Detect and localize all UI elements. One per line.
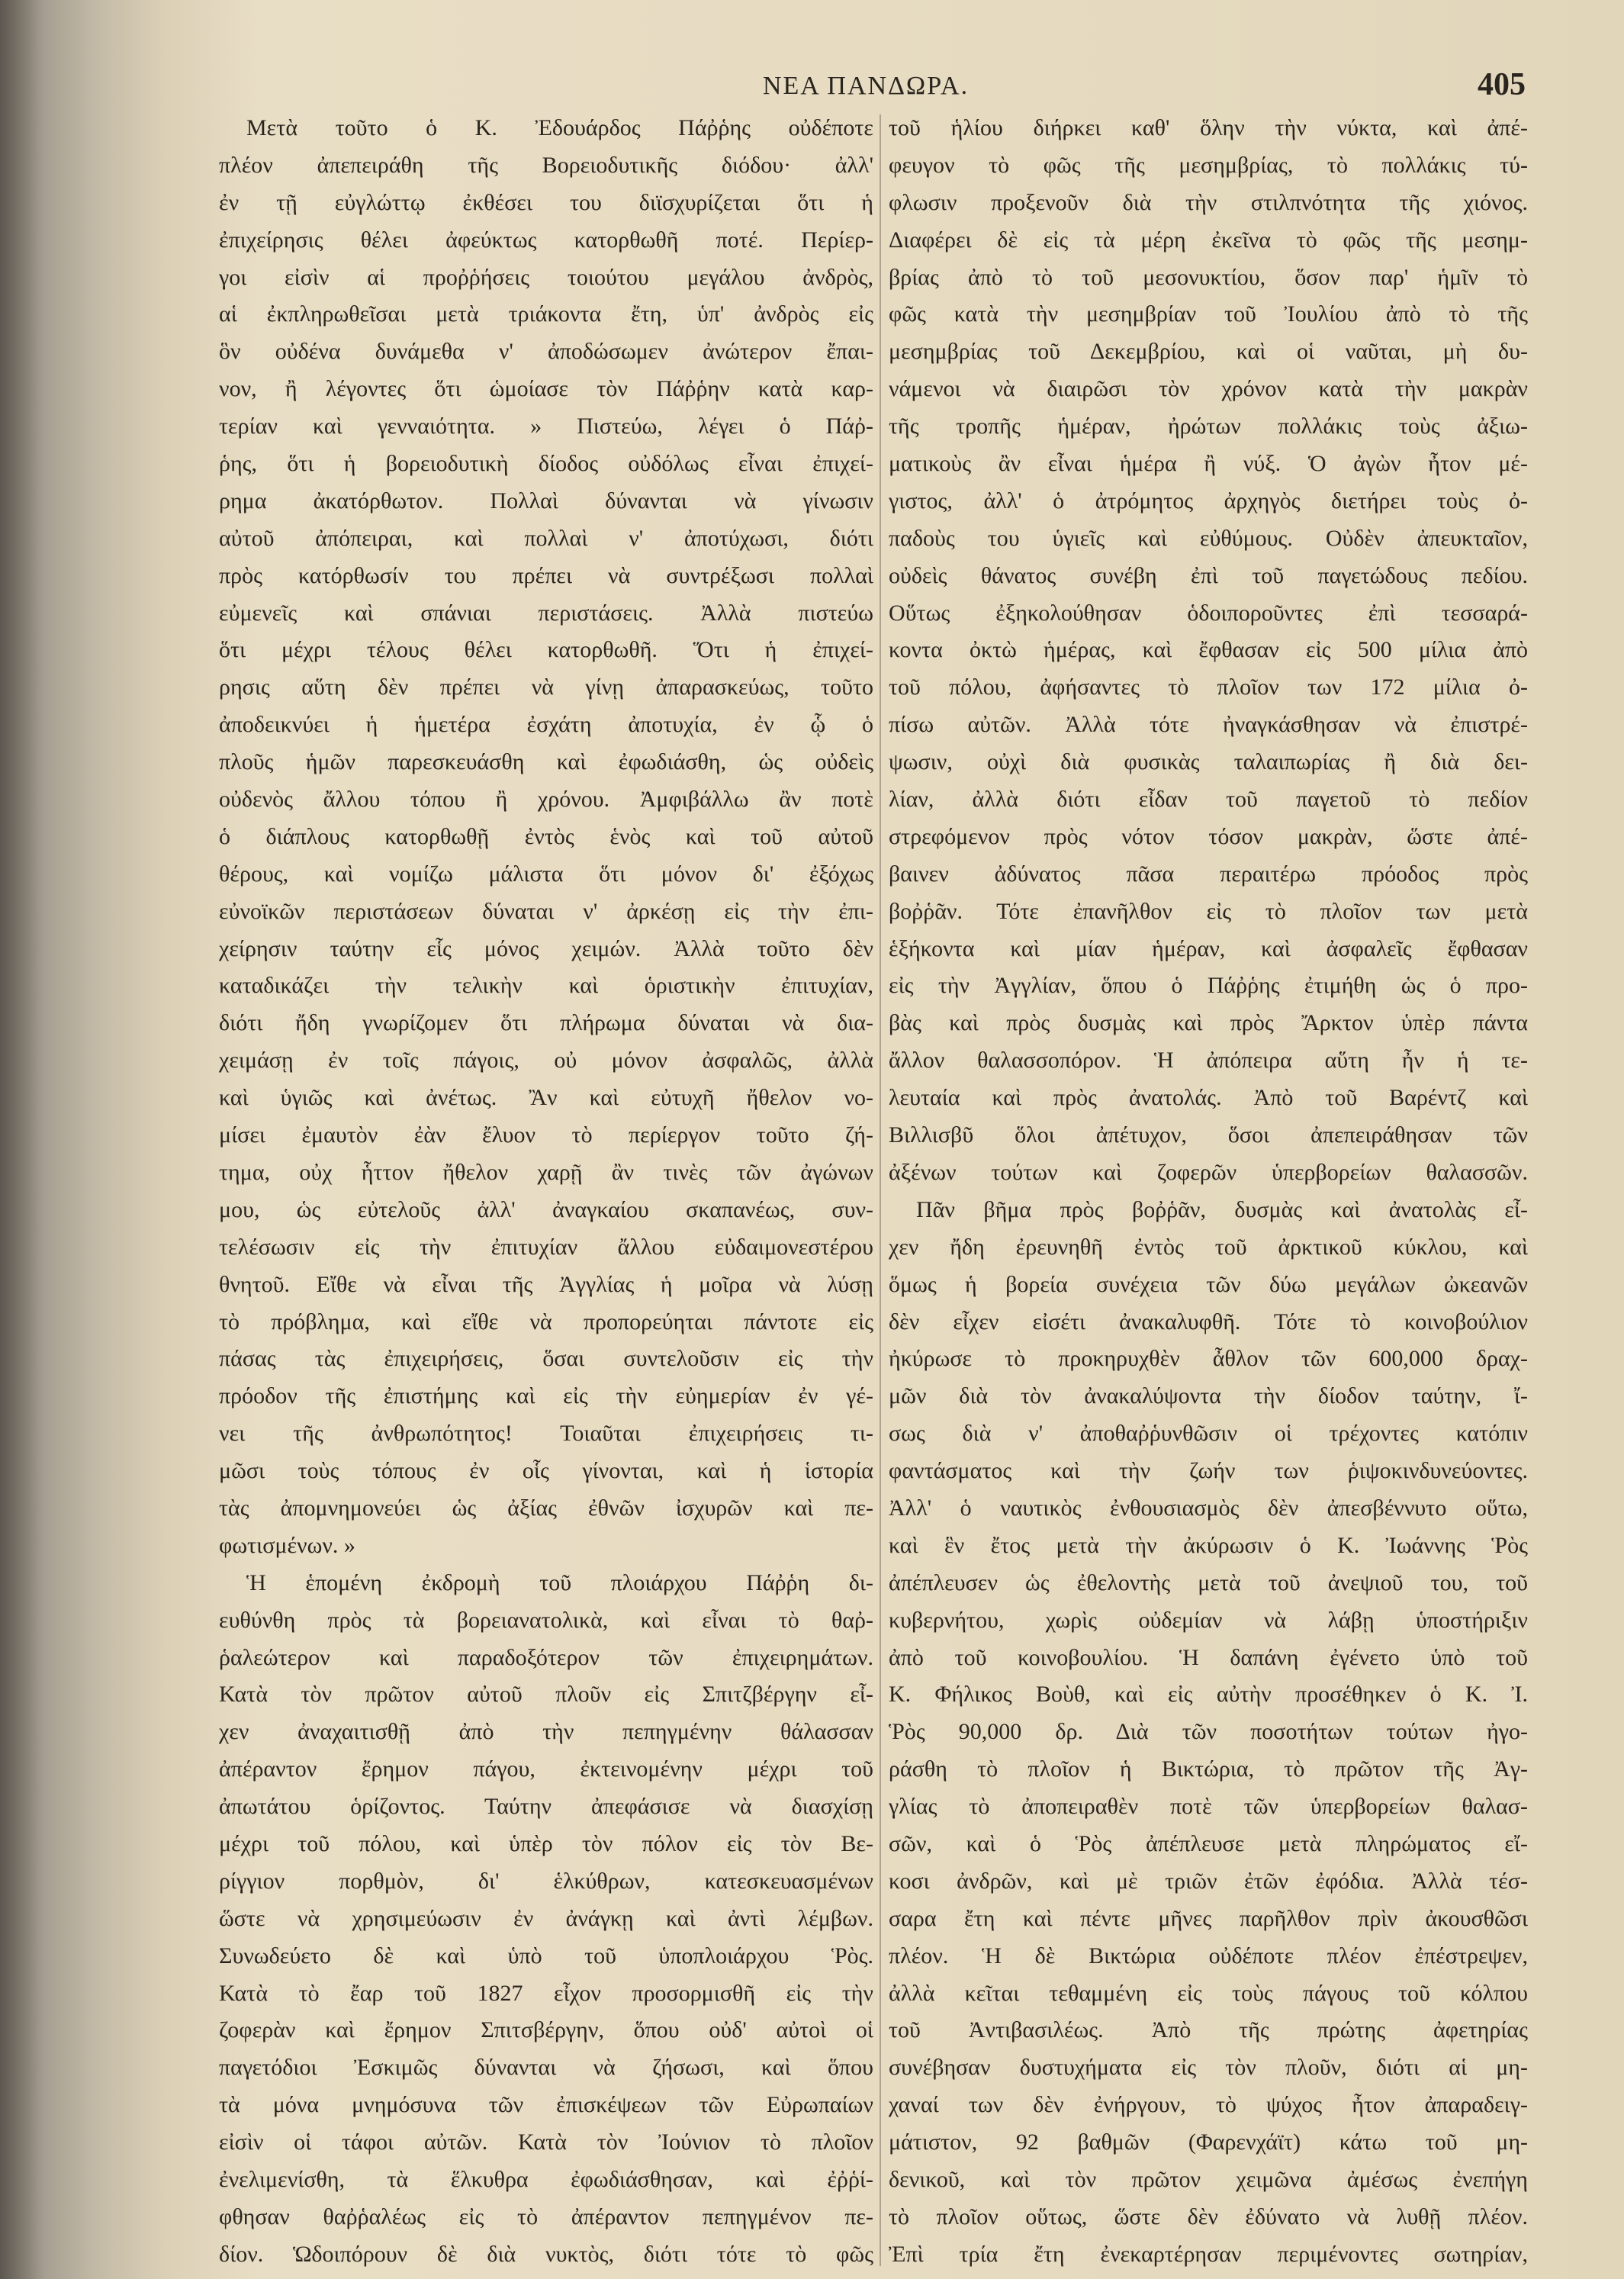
text-line: μου, ὡς εὐτελοῦς ἀλλ' ἀναγκαίου σκαπανέως, συν-	[219, 1196, 873, 1222]
text-line: τερίαν καὶ γενναιότητα. » Πιστεύω, λέγει ὁ Πάῤ-	[219, 414, 873, 439]
text-line: κυβερνήτου, χωρὶς οὐδεμίαν νὰ λάβῃ ὑποστήριξιν	[889, 1607, 1528, 1633]
text-line: δὲν εἶχεν εἰσέτι ἀνακαλυφθῆ. Τότε τὸ κοινοβούλιον	[889, 1308, 1528, 1334]
text-line: καὶ ὑγιῶς καὶ ἀνέτως. Ἂν καὶ εὐτυχῆ ἤθελον νο-	[219, 1085, 873, 1111]
text-line: θνητοῦ. Εἴθε νὰ εἶναι τῆς Ἀγγλίας ἡ μοῖρα νὰ λύσῃ	[219, 1271, 873, 1297]
text-line: πίσω αὐτῶν. Ἀλλὰ τότε ἠναγκάσθησαν νὰ ἐπιστρέ-	[889, 712, 1528, 738]
text-line: πλέον ἀπεπειράθη τῆς Βορειοδυτικῆς διόδου· ἀλλ'	[219, 152, 873, 178]
text-line: τὰ μόνα μνημόσυνα τῶν ἐπισκέψεων τῶν Εὐρωπαίων	[219, 2092, 873, 2118]
text-line: σως διὰ ν' ἀποθαῤῥυνθῶσιν οἱ τρέχοντες κατόπιν	[889, 1421, 1528, 1447]
text-line: σῶν, καὶ ὁ Ῥὸς ἀπέπλευσε μετὰ πληρώματος εἴ-	[889, 1830, 1528, 1856]
text-line: θέρους, καὶ νομίζω μάλιστα ὅτι μόνον δι' ἐξόχως	[219, 861, 873, 887]
text-line: Οὕτως ἐξηκολούθησαν ὁδοιποροῦντες ἐπὶ τεσσαρά-	[889, 600, 1528, 626]
text-line: τῆς τροπῆς ἡμέραν, ἠρώτων πολλάκις τοὺς ἀξιω-	[889, 414, 1528, 439]
text-line: ὥστε νὰ χρησιμεύωσιν ἐν ἀνάγκῃ καὶ ἀντὶ λέμβων.	[219, 1905, 873, 1931]
text-line: ευθύνθη πρὸς τὰ βορειανατολικὰ, καὶ εἶναι τὸ θαῤ-	[219, 1607, 873, 1633]
right-column	[889, 110, 1528, 2274]
text-line: διότι ἤδη γνωρίζομεν ὅτι πλήρωμα δύναται νὰ δια-	[219, 1010, 873, 1036]
text-line: Κατὰ τὸν πρῶτον αὐτοῦ πλοῦν εἰς Σπιτζβέργην εἶ-	[219, 1682, 873, 1708]
text-line: μάτιστον, 92 βαθμῶν (Φαρενχάϊτ) κάτω τοῦ μη-	[889, 2129, 1528, 2155]
text-line: ρημα ἀκατόρθωτον. Πολλαὶ δύνανται νὰ γίνωσιν	[219, 488, 873, 513]
text-line: νάμενοι νὰ διαιρῶσι τὸν χρόνον κατὰ τὴν μακρὰν	[889, 376, 1528, 402]
text-line: αὐτοῦ ἀπόπειραι, καὶ πολλαὶ ν' ἀποτύχωσι, διότι	[219, 525, 873, 551]
text-line: ρίγγιον πορθμὸν, δι' ἑλκύθρων, κατεσκευασμένων	[219, 1868, 873, 1894]
text-line: παδοὺς του ὑγιεῖς καὶ εὐθύμους. Οὐδὲν ἀπευκταῖον,	[889, 525, 1528, 551]
text-line: βρίας ἀπὸ τὸ τοῦ μεσονυκτίου, ὅσον παρ' ἡμῖν τὸ	[889, 264, 1528, 290]
text-line: ὁ διάπλους κατορθωθῇ ἐντὸς ἑνὸς καὶ τοῦ αὐτοῦ	[219, 823, 873, 849]
text-line: ῥαλεώτερον καὶ παραδοξότερον τῶν ἐπιχειρημάτων.	[219, 1644, 873, 1670]
text-line: Συνωδεύετο δὲ καὶ ὑπὸ τοῦ ὑποπλοιάρχου Ῥὸς.	[219, 1943, 873, 1968]
text-line: νον, ἢ λέγοντες ὅτι ὡμοίασε τὸν Πάῤῥην κατὰ καρ-	[219, 376, 873, 402]
text-line: σαρα ἔτη καὶ πέντε μῆνες παρῆλθον πρὶν ἀκουσθῶσι	[889, 1905, 1528, 1931]
text-line: νει τῆς ἀνθρωπότητος! Τοιαῦται ἐπιχειρήσεις τι-	[219, 1421, 873, 1447]
text-line: βοῤῥᾶν. Τότε ἐπανῆλθον εἰς τὸ πλοῖον των μετὰ	[889, 898, 1528, 924]
text-line: ρησις αὕτη δὲν πρέπει νὰ γίνῃ ἀπαρασκεύως, τοῦτο	[219, 674, 873, 700]
text-line: τὰς ἀπομνημονεύει ὡς ἀξίας ἐθνῶν ἰσχυρῶν καὶ πε-	[219, 1495, 873, 1521]
left-column	[219, 110, 873, 2274]
text-line: ἀξένων τούτων καὶ ζοφερῶν ὑπερβορείων θαλασσῶν.	[889, 1159, 1528, 1185]
text-line: ἀπὸ τοῦ κοινοβουλίου. Ἡ δαπάνη ἐγένετο ὑπὸ τοῦ	[889, 1644, 1528, 1670]
text-line: ράσθη τὸ πλοῖον ἡ Βικτώρια, τὸ πρῶτον τῆς Ἀγ-	[889, 1756, 1528, 1782]
text-line: παγετόδιοι Ἐσκιμῶς δύνανται νὰ ζήσωσι, καὶ ὅπου	[219, 2055, 873, 2081]
text-line: ἀποδεικνύει ἡ ἡμετέρα ἐσχάτη ἀποτυχία, ἐν ᾧ ὁ	[219, 712, 873, 738]
text-line: ἄλλον θαλασσοπόρον. Ἡ ἀπόπειρα αὕτη ἦν ἡ τε-	[889, 1048, 1528, 1074]
text-line: ἀπέραντον ἔρημον πάγου, ἐκτεινομένην μέχρι τοῦ	[219, 1756, 873, 1782]
text-line: τοῦ Ἀντιβασιλέως. Ἀπὸ τῆς πρώτης ἀφετηρίας	[889, 2017, 1528, 2043]
text-line: ζοφερὰν καὶ ἔρημον Σπιτσβέργην, ὅπου οὐδ' αὐτοὶ οἱ	[219, 2017, 873, 2043]
text-line: τημα, οὐχ ἧττον ἤθελον χαρῇ ἂν τινὲς τῶν ἀγώνων	[219, 1159, 873, 1185]
text-line: Κ. Φήλικος Βοὺθ, καὶ εἰς αὐτὴν προσέθηκεν ὁ Κ. Ἰ.	[889, 1682, 1528, 1708]
text-line: μῶν διὰ τὸν ἀνακαλύψοντα τὴν δίοδον ταύτην, ἴ-	[889, 1383, 1528, 1409]
text-line: γοι εἰσὶν αἱ προῤῥήσεις τοιούτου μεγάλου ἀνδρὸς,	[219, 264, 873, 290]
text-line: πλέον. Ἡ δὲ Βικτώρια οὐδέποτε πλέον ἐπέστρεψεν,	[889, 1943, 1528, 1968]
text-line: τὸ πλοῖον οὕτως, ὥστε δὲν ἐδύνατο νὰ λυθῇ πλέον.	[889, 2203, 1528, 2229]
text-line: ἀπέπλευσεν ὡς ἐθελοντὴς μετὰ τοῦ ἀνεψιοῦ του, τοῦ	[889, 1569, 1528, 1595]
text-line: χειμάσῃ ἐν τοῖς πάγοις, οὐ μόνον ἀσφαλῶς, ἀλλὰ	[219, 1048, 873, 1074]
text-line: μῶσι τοὺς τόπους ἐν οἷς γίνονται, καὶ ἡ ἱστορία	[219, 1458, 873, 1484]
text-line: τὸ πρόβλημα, καὶ εἴθε νὰ προπορεύηται πάντοτε εἰς	[219, 1308, 873, 1334]
column-divider	[880, 114, 881, 2266]
text-line: ψωσιν, οὐχὶ διὰ φυσικὰς ταλαιπωρίας ἢ διὰ δει-	[889, 749, 1528, 775]
text-line: εἰσὶν οἱ τάφοι αὐτῶν. Κατὰ τὸν Ἰούνιον τὸ πλοῖον	[219, 2129, 873, 2155]
text-line: αἱ ἐκπληρωθεῖσαι μετὰ τριάκοντα ἔτη, ὑπ' ἀνδρὸς εἰς	[219, 301, 873, 327]
text-line: δίον. Ὡδοιπόρουν δὲ διὰ νυκτὸς, διότι τότε τὸ φῶς	[219, 2241, 873, 2267]
text-line: ἐπιχείρησις θέλει ἀφεύκτως κατορθωθῆ ποτέ. Περίερ-	[219, 227, 873, 253]
text-line: Ῥὸς 90,000 δρ. Διὰ τῶν ποσοτήτων τούτων ἠγο-	[889, 1719, 1528, 1745]
text-line: οὐδενὸς ἄλλου τόπου ἢ χρόνου. Ἀμφιβάλλω ἂν ποτὲ	[219, 787, 873, 813]
text-line: τελέσωσιν εἰς τὴν ἐπιτυχίαν ἄλλου εὐδαιμονεστέρου	[219, 1234, 873, 1260]
text-line: ὅμως ἡ βορεία συνέχεια τῶν δύω μεγάλων ὠκεανῶν	[889, 1271, 1528, 1297]
text-line: κοντα ὀκτὼ ἡμέρας, καὶ ἔφθασαν εἰς 500 μίλια ἀπὸ	[889, 637, 1528, 663]
page-number: 405	[1478, 67, 1526, 102]
text-line: ἠκύρωσε τὸ προκηρυχθὲν ἆθλον τῶν 600,000 δραχ-	[889, 1346, 1528, 1372]
text-line: Ἡ ἑπομένη ἐκδρομὴ τοῦ πλοιάρχου Πάῤῥη δι-	[246, 1569, 873, 1595]
text-line: Πᾶν βῆμα πρὸς βοῤῥᾶν, δυσμὰς καὶ ἀνατολὰς εἶ-	[916, 1196, 1528, 1222]
text-line: Μετὰ τοῦτο ὁ Κ. Ἐδουάρδος Πάῤῥης οὐδέποτε	[246, 115, 873, 140]
text-line: Διαφέρει δὲ εἰς τὰ μέρη ἐκεῖνα τὸ φῶς τῆς μεσημ-	[889, 227, 1528, 253]
running-head-title: ΝΕΑ ΠΑΝΔΩΡΑ.	[762, 72, 970, 100]
text-line: ὅτι μέχρι τέλους θέλει κατορθωθῆ. Ὅτι ἡ ἐπιχεί-	[219, 637, 873, 663]
text-line: μίσει ἐμαυτὸν ἐὰν ἔλυον τὸ περίεργον τοῦτο ζή-	[219, 1122, 873, 1148]
text-line: φθησαν θαῤῥαλέως εἰς τὸ ἀπέραντον πεπηγμένον πε-	[219, 2203, 873, 2229]
text-line: εὐνοϊκῶν περιστάσεων δύναται ν' ἀρκέσῃ εἰς τὴν ἐπι-	[219, 898, 873, 924]
text-line: φωτισμένων. »	[219, 1532, 355, 1558]
text-line: πρόοδον τῆς ἐπιστήμης καὶ εἰς τὴν εὐημερίαν ἐν γέ-	[219, 1383, 873, 1409]
text-line: ἀπωτάτου ὁρίζοντος. Ταύτην ἀπεφάσισε νὰ διασχίσῃ	[219, 1794, 873, 1820]
text-line: φῶς κατὰ τὴν μεσημβρίαν τοῦ Ἰουλίου ἀπὸ τὸ τῆς	[889, 301, 1528, 327]
text-line: στρεφόμενον πρὸς νότον τόσον μακρὰν, ὥστε ἀπέ-	[889, 823, 1528, 849]
text-line: Βιλλισβῦ ὅλοι ἀπέτυχον, ὅσοι ἀπεπειράθησαν τῶν	[889, 1122, 1528, 1148]
text-line: ἑξήκοντα καὶ μίαν ἡμέραν, καὶ ἀσφαλεῖς ἔφθασαν	[889, 935, 1528, 961]
text-line: τοῦ ἡλίου διήρκει καθ' ὅλην τὴν νύκτα, καὶ ἀπέ-	[889, 115, 1528, 140]
text-line: χαναί των δὲν ἐνήργουν, τὸ ψύχος ἦτον ἀπαραδειγ-	[889, 2092, 1528, 2118]
text-line: τοῦ πόλου, ἀφήσαντες τὸ πλοῖον των 172 μίλια ὀ-	[889, 674, 1528, 700]
text-line: κοσι ἀνδρῶν, καὶ μὲ τριῶν ἐτῶν ἐφόδια. Ἀλλὰ τέσ-	[889, 1868, 1528, 1894]
text-line: χείρησιν ταύτην εἷς μόνος χειμών. Ἀλλὰ τοῦτο δὲν	[219, 935, 873, 961]
text-line: οὐδεὶς θάνατος συνέβη ἐπὶ τοῦ παγετώδους πεδίου.	[889, 562, 1528, 588]
text-line: ῥης, ὅτι ἡ βορειοδυτικὴ δίοδος οὐδόλως εἶναι ἐπιχεί-	[219, 451, 873, 477]
text-line: εὐμενεῖς καὶ σπάνιαι περιστάσεις. Ἀλλὰ πιστεύω	[219, 600, 873, 626]
text-line: ὃν οὐδένα δυνάμεθα ν' ἀποδώσωμεν ἀνώτερον ἔπαι-	[219, 339, 873, 365]
text-line: καταδικάζει τὴν τελικὴν καὶ ὁριστικὴν ἐπιτυχίαν,	[219, 973, 873, 999]
text-line: ματικοὺς ἂν εἶναι ἡμέρα ἢ νύξ. Ὁ ἀγὼν ἦτον μέ-	[889, 451, 1528, 477]
text-line: λίαν, ἀλλὰ διότι εἶδαν τοῦ παγετοῦ τὸ πεδίον	[889, 787, 1528, 813]
text-line: συνέβησαν δυστυχήματα εἰς τὸν πλοῦν, διότι αἱ μη-	[889, 2055, 1528, 2081]
binding-shadow	[0, 0, 46, 2279]
text-line: ἐνελιμενίσθη, τὰ ἕλκυθρα ἐφωδιάσθησαν, καὶ ἐῤῥί-	[219, 2166, 873, 2192]
text-line: Ἀλλ' ὁ ναυτικὸς ἐνθουσιασμὸς δὲν ἀπεσβέννυτο οὕτω,	[889, 1495, 1528, 1521]
text-line: πρὸς κατόρθωσίν του πρέπει νὰ συντρέξωσι πολλαὶ	[219, 562, 873, 588]
text-line: φλωσιν προξενοῦν διὰ τὴν στιλπνότητα τῆς χιόνος.	[889, 189, 1528, 215]
text-line: λευταία καὶ πρὸς ἀνατολάς. Ἀπὸ τοῦ Βαρέντζ καὶ	[889, 1085, 1528, 1111]
text-line: χεν ἤδη ἐρευνηθῆ ἐντὸς τοῦ ἀρκτικοῦ κύκλου, καὶ	[889, 1234, 1528, 1260]
text-line: ἐν τῇ εὐγλώττῳ ἐκθέσει του διϊσχυρίζεται ὅτι ἡ	[219, 189, 873, 215]
text-line: φευγον τὸ φῶς τῆς μεσημβρίας, τὸ πολλάκις τύ-	[889, 152, 1528, 178]
text-line: μεσημβρίας τοῦ Δεκεμβρίου, καὶ οἱ ναῦται, μὴ δυ-	[889, 339, 1528, 365]
text-line: πλοῦς ἡμῶν παρεσκευάσθη καὶ ἐφωδιάσθη, ὡς οὐδεὶς	[219, 749, 873, 775]
text-line: γιστος, ἀλλ' ὁ ἀτρόμητος ἀρχηγὸς διετήρει τοὺς ὀ-	[889, 488, 1528, 513]
text-line: πάσας τὰς ἐπιχειρήσεις, ὅσαι συντελοῦσιν εἰς τὴν	[219, 1346, 873, 1372]
text-line: μέχρι τοῦ πόλου, καὶ ὑπὲρ τὸν πόλον εἰς τὸν Βε-	[219, 1830, 873, 1856]
text-line: εἰς τὴν Ἀγγλίαν, ὅπου ὁ Πάῤῥης ἐτιμήθη ὡς ὁ προ-	[889, 973, 1528, 999]
text-line: Κατὰ τὸ ἔαρ τοῦ 1827 εἶχον προσορμισθῆ εἰς τὴν	[219, 1980, 873, 2006]
text-line: χεν ἀναχαιτισθῇ ἀπὸ τὴν πεπηγμένην θάλασσαν	[219, 1719, 873, 1745]
text-line: γλίας τὸ ἀποπειραθὲν ποτὲ τῶν ὑπερβορείων θαλασ-	[889, 1794, 1528, 1820]
text-line: ἀλλὰ κεῖται τεθαμμένη εἰς τοὺς πάγους τοῦ κόλπου	[889, 1980, 1528, 2006]
text-line: βαινεν ἀδύνατος πᾶσα περαιτέρω πρόοδος πρὸς	[889, 861, 1528, 887]
text-line: βὰς καὶ πρὸς δυσμὰς καὶ πρὸς Ἄρκτον ὑπὲρ πάντα	[889, 1010, 1528, 1036]
text-line: Ἐπὶ τρία ἔτη ἐνεκαρτέρησαν περιμένοντες σωτηρίαν,	[889, 2241, 1528, 2267]
text-line: καὶ ἓν ἔτος μετὰ τὴν ἀκύρωσιν ὁ Κ. Ἰωάννης Ῥὸς	[889, 1532, 1528, 1558]
text-line: φαντάσματος καὶ τὴν ζωήν των ῥιψοκινδυνεύοντες.	[889, 1458, 1528, 1484]
text-line: δενικοῦ, καὶ τὸν πρῶτον χειμῶνα ἀμέσως ἐνεπήγη	[889, 2166, 1528, 2192]
